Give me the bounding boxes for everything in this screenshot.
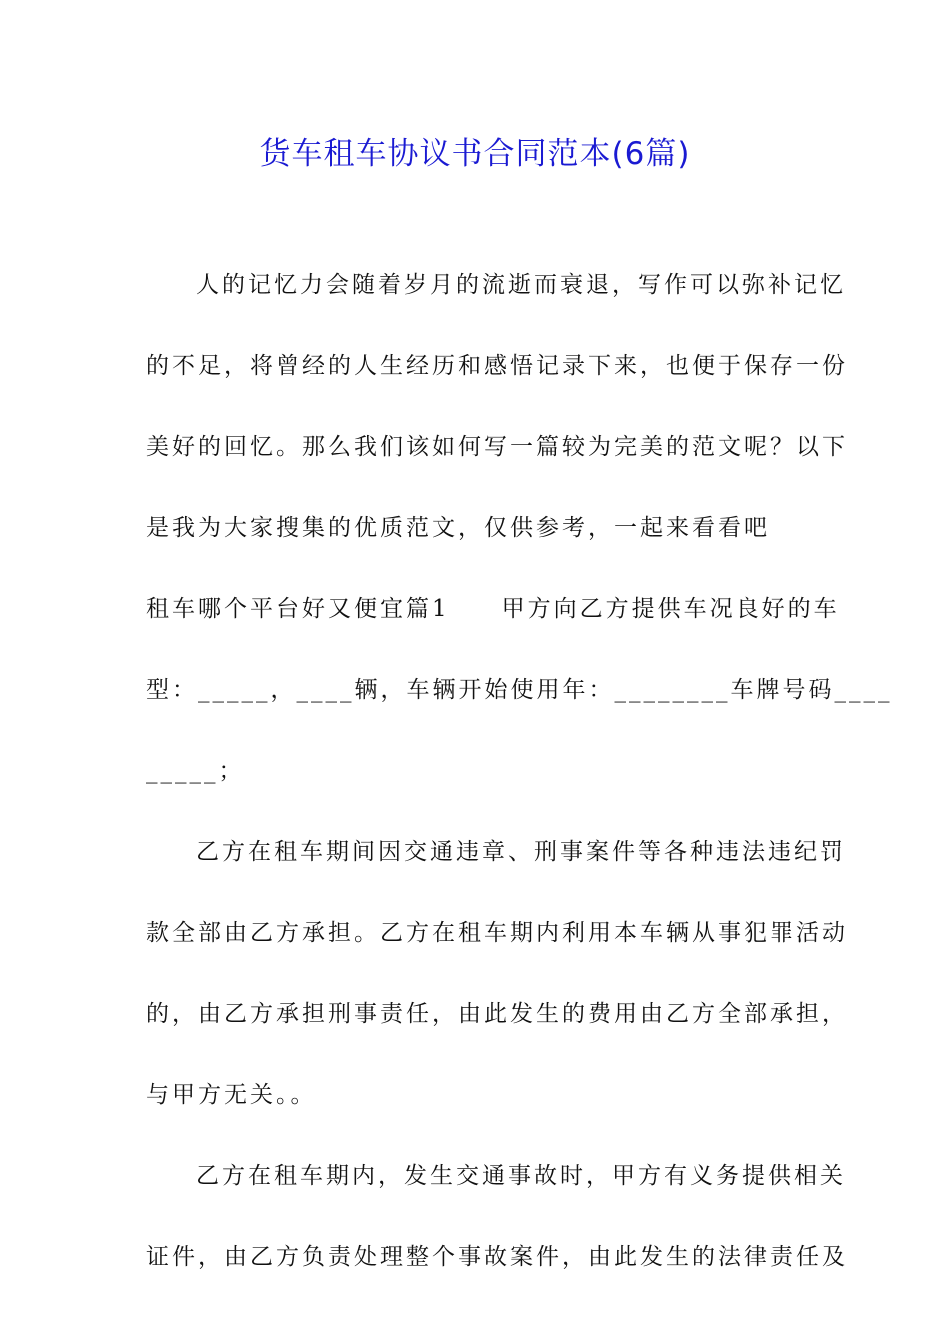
paragraph-line: 乙方在租车期内，发生交通事故时，甲方有义务提供相关 bbox=[196, 1163, 846, 1189]
paragraph-line: 证件，由乙方负责处理整个事故案件，由此发生的法律责任及 bbox=[146, 1244, 848, 1270]
document-title: 货车租车协议书合同范本(6篇) bbox=[259, 136, 691, 172]
intro-line: 人的记忆力会随着岁月的流逝而衰退，写作可以弥补记忆 bbox=[196, 272, 846, 298]
paragraph-line: 的，由乙方承担刑事责任，由此发生的费用由乙方全部承担， bbox=[146, 1001, 848, 1027]
section1-text: 甲方向乙方提供车况良好的车 bbox=[501, 596, 840, 622]
paragraph-line: 与甲方无关。。 bbox=[146, 1082, 317, 1108]
intro-line: 美好的回忆。那么我们该如何写一篇较为完美的范文呢？以下 bbox=[146, 434, 848, 460]
section1-heading: 租车哪个平台好又便宜篇1 bbox=[146, 596, 450, 622]
section1-line: 型：_____，____辆，车辆开始使用年：________车牌号码____ bbox=[146, 677, 893, 703]
section1-line bbox=[146, 569, 840, 650]
paragraph-line: 款全部由乙方承担。乙方在租车期内利用本车辆从事犯罪活动 bbox=[146, 920, 848, 946]
intro-line: 的不足，将曾经的人生经历和感悟记录下来，也便于保存一份 bbox=[146, 353, 848, 379]
section1-line: _____； bbox=[146, 758, 245, 784]
paragraph-line: 乙方在租车期间因交通违章、刑事案件等各种违法违纪罚 bbox=[196, 839, 846, 865]
document-body bbox=[146, 245, 893, 1298]
intro-line: 是我为大家搜集的优质范文，仅供参考，一起来看看吧 bbox=[146, 515, 770, 541]
